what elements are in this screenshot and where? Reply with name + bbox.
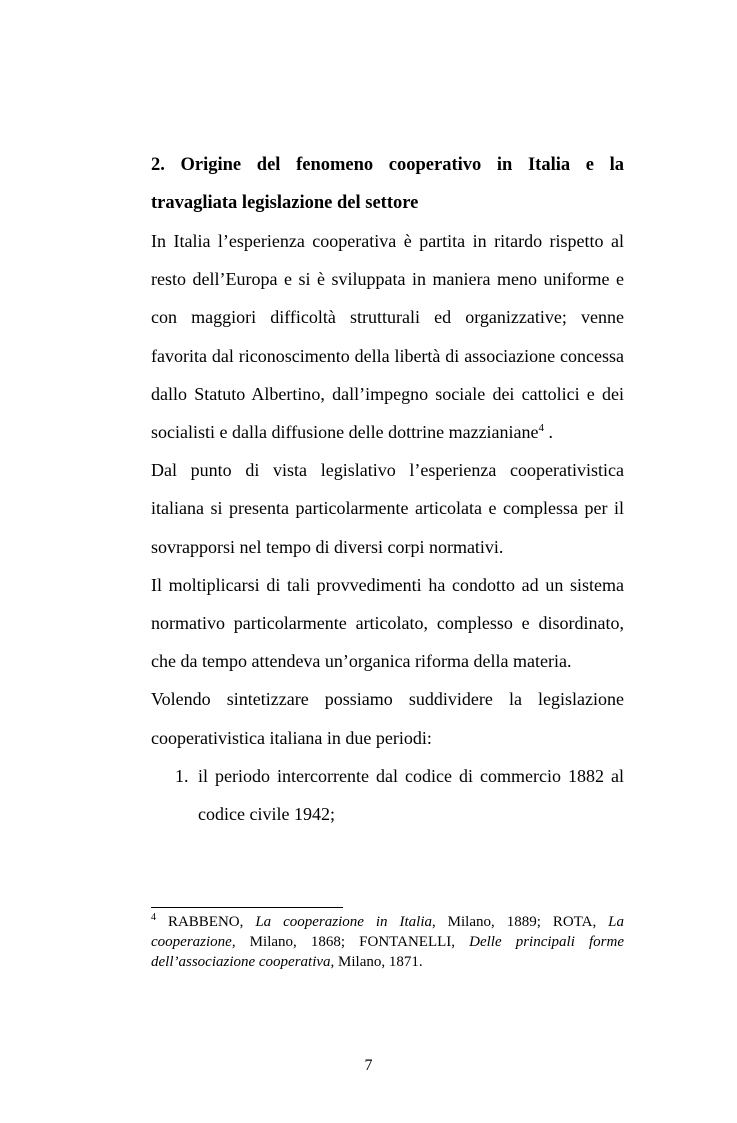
paragraph-1 [151,222,624,451]
paragraph-1-text: In Italia l’esperienza cooperativa è partita in ritardo rispetto al resto dell’Europa e si è sviluppata in maniera meno uniforme e con maggiori difficoltà strutturali ed organizzative; venne favorita dal riconoscimento della libertà di associazione concessa dallo Statuto Albertino, dall’impegno sociale dei cattolici e dei socialisti e dalla diffusione delle dottrine mazzianiane [151,231,624,443]
footnote-marker: 4 [151,912,156,923]
footnote [151,912,624,972]
paragraph-3: Il moltiplicarsi di tali provvedimenti ha condotto ad un sistema normativo particolarmente articolato, complesso e disordinato, che da tempo attendeva un’organica riforma della materia. [151,574,624,672]
paragraph-1-end: . [544,422,554,443]
footnote-reference[interactable]: 4 [538,422,545,435]
main-text [151,146,624,833]
footnote-text-1: RABBENO, [156,914,256,930]
paragraph-4: Volendo sintetizzare possiamo suddividere la legislazione cooperativistica italiana in due periodi: [151,689,624,748]
footnote-text-2: , Milano, 1889; ROTA, [431,914,609,930]
periods-list [151,757,624,833]
section-heading: 2. Origine del fenomeno cooperativo in Italia e la travagliata legislazione del settore [151,155,624,213]
list-item-number: 1. [175,765,189,786]
footnote-title-3: Delle principali forme dell’associazione cooperativa [151,934,624,970]
page-number: 7 [364,1057,373,1074]
footnote-title-2: La cooperazione [151,914,624,950]
list-item [151,757,624,833]
paragraph-2: Dal punto di vista legislativo l’esperienza cooperativistica italiana si presenta particolarmente articolata e complessa per il sovrapporsi nel tempo di diversi corpi normativi. [151,460,624,557]
footnote-divider [151,907,343,908]
footnote-title-1: La cooperazione in Italia [255,914,432,930]
footnote-text-3: , Milano, 1868; FONTANELLI, [231,934,470,950]
footnote-text-4: , Milano, 1871. [330,954,423,970]
list-item-text: il periodo intercorrente dal codice di commercio 1882 al codice civile 1942; [198,765,624,825]
